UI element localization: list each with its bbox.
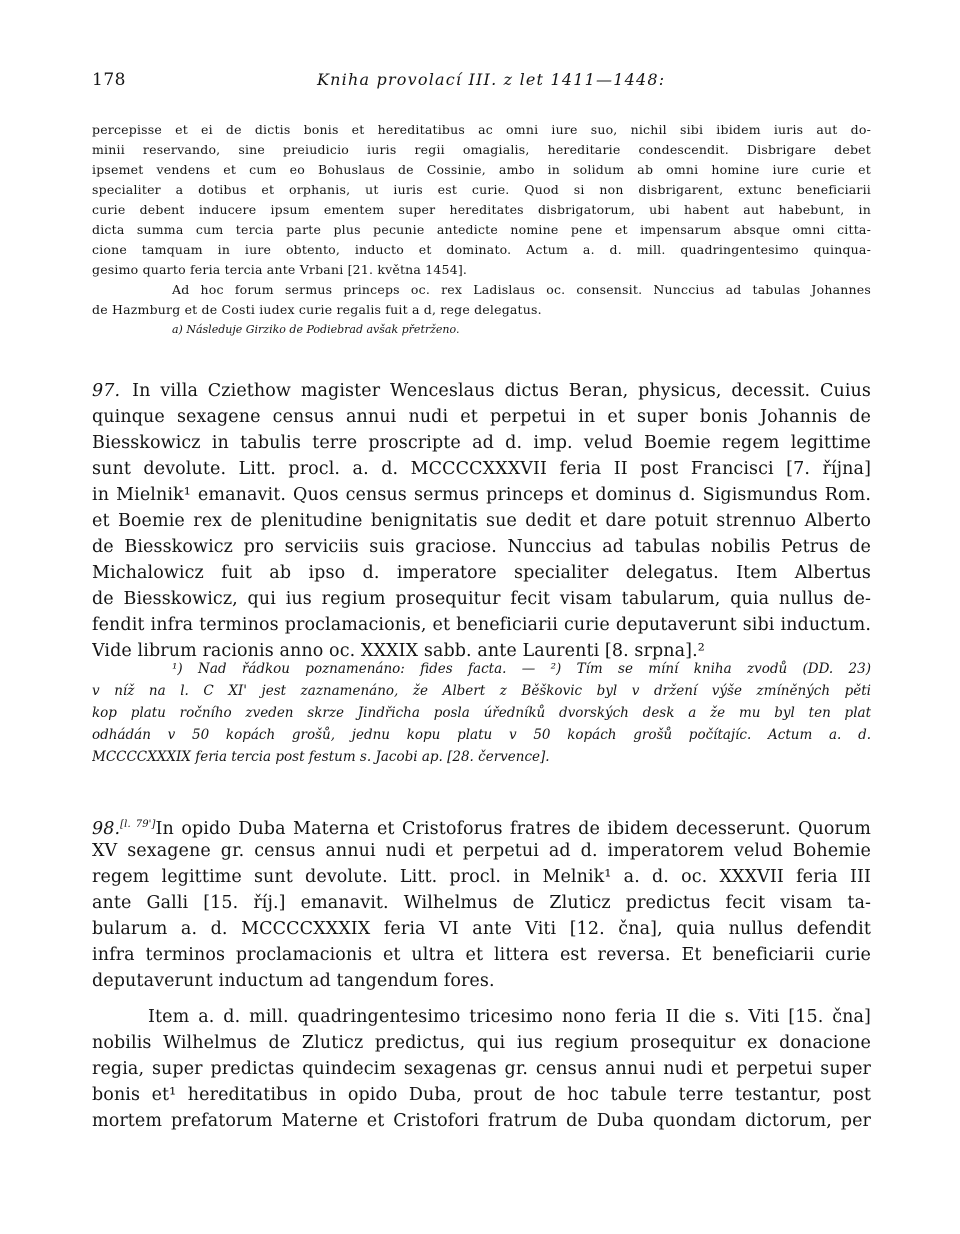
entry-97 (92, 378, 871, 664)
entry-line: Michalowicz fuit ab ipso d. imperatore specialiter delegatus. Item Albertus (92, 563, 871, 583)
footnote-line: v níž na l. C XI' jest zaznamenáno, že Albert z Běškovic byl v držení výše zmíněných pěti (92, 683, 871, 699)
intro-paragraph-line: Ad hoc forum sermus princeps oc. rex Ladislaus oc. consensit. Nunccius ad tabulas Johannes (172, 282, 871, 297)
intro-line: ipsemet vendens et cum eo Bohuslaus de Cossinie, ambo in solidum ab omni homine iure curie et (92, 162, 871, 177)
entry-paragraph-line: Item a. d. mill. quadringentesimo tricesimo nono feria II die s. Viti [15. čna] (148, 1007, 871, 1027)
entry-line: Biesskowicz in tabulis terre proscripte ad d. imp. velud Boemie regem legittime (92, 433, 871, 453)
entry-line: bularum a. d. MCCCCXXXIX feria VI ante Viti [12. čna], quia nullus defendit (92, 919, 871, 939)
entry-line: de Biesskowicz, qui ius regium prosequitur fecit visam tabularum, quia nullus de- (92, 589, 871, 609)
entry-number: 97. (92, 381, 121, 401)
folio-ref: [l. 79'] (120, 819, 156, 830)
running-title: Kniha provolací III. z let 1411—1448: (317, 70, 666, 89)
footnote-line: MCCCCXXXIX feria tercia post festum s. Jacobi ap. [28. července]. (92, 749, 550, 765)
entry-line: fendit infra terminos proclamacionis, et beneficiarii curie deputaverunt sibi inductum. (92, 615, 871, 635)
page-header (92, 70, 871, 92)
entry-paragraph-line: mortem prefatorum Materne et Cristofori fratrum de Duba quondam dictorum, per (92, 1111, 871, 1131)
entry-line: Vide librum racionis anno oc. XXXIX sabb. ante Laurenti [8. srpna].² (92, 641, 705, 661)
footnotes-97 (92, 658, 871, 768)
intro-section (92, 120, 871, 340)
intro-footnote: a) Následuje Girziko de Podiebrad avšak přetrženo. (172, 323, 460, 336)
intro-line: curie debent inducere ipsum ementem super hereditates disbrigatorum, ubi habent aut habebunt, in (92, 202, 871, 217)
footnote-line: odhádán v 50 kopách grošů, jednu kopu platu v 50 kopách grošů počítajíc. Actum a. d. (92, 727, 871, 743)
footnote-line: ¹) Nad řádkou poznamenáno: fides facta. — ²) Tím se míní kniha zvodů (DD. 23) (172, 661, 871, 677)
entry-line: ante Galli [15. říj.] emanavit. Wilhelmus de Zluticz predictus fecit visam ta- (92, 893, 871, 913)
entry-number: 98. (92, 818, 121, 838)
intro-line: percepisse et ei de dictis bonis et hereditatibus ac omni iure suo, nichil sibi ibidem iuris aut do- (92, 122, 871, 137)
entry-line: In villa Cziethow magister Wenceslaus dictus Beran, physicus, decessit. Cuius (132, 381, 871, 401)
entry-line: regem legittime sunt devolute. Litt. procl. in Melnik¹ a. d. oc. XXXVII feria III (92, 867, 871, 887)
intro-line: minii reservando, sine preiudicio iuris regii omagialis, hereditarie condescendit. Disbrigare debet (92, 142, 871, 157)
entry-paragraph-line: regia, super predictas quindecim sexagenas gr. census annui nudi et perpetui super (92, 1059, 871, 1079)
entry-line: in Mielnik¹ emanavit. Quos census sermus princeps et dominus d. Sigismundus Rom. (92, 485, 871, 505)
intro-line: specialiter a dotibus et orphanis, ut iuris est curie. Quod si non disbrigarent, extunc beneficiarii (92, 182, 871, 197)
intro-line: gesimo quarto feria tercia ante Vrbani [21. května 1454]. (92, 262, 468, 277)
entry-line: deputaverunt inductum ad tangendum fores. (92, 971, 495, 991)
intro-line: dicta summa cum tercia parte plus pecunie antedicte nomine pene et impensarum absque omni citta- (92, 222, 871, 237)
entry-line: XV sexagene gr. census annui nudi et perpetui ad d. imperatorem velud Bohemie (92, 841, 871, 861)
entry-line: In opido Duba Materna et Cristoforus fratres de ibidem decesserunt. Quorum (155, 818, 871, 838)
entry-line: de Biesskowicz pro serviciis suis graciose. Nunccius ad tabulas nobilis Petrus de (92, 537, 871, 557)
entry-98 (92, 812, 871, 1134)
entry-line: quinque sexagene census annui nudi et perpetui in et super bonis Johannis de (92, 407, 871, 427)
entry-line: infra terminos proclamacionis et ultra et littera est reversa. Et beneficiarii curie (92, 945, 871, 965)
page-number: 178 (92, 70, 126, 90)
entry-line: sunt devolute. Litt. procl. a. d. MCCCCXXXVII feria II post Francisci [7. října] (92, 459, 871, 479)
footnote-line: kop platu ročního zveden skrze Jindřicha posla úředníků dvorských desk a že mu byl ten plat (92, 705, 871, 721)
intro-line: cione tamquam in iure obtento, inducto et dominato. Actum a. d. mill. quadringentesimo quinqua- (92, 242, 871, 257)
entry-line: et Boemie rex de plenitudine benignitatis sue dedit et dare potuit strennuo Alberto (92, 511, 871, 531)
intro-paragraph-line: de Hazmburg et de Costi iudex curie regalis fuit a d, rege delegatus. (92, 302, 542, 317)
entry-paragraph-line: bonis et¹ hereditatibus in opido Duba, prout de hoc tabule terre testantur, post (92, 1085, 871, 1105)
document-page (92, 0, 871, 1234)
entry-paragraph-line: nobilis Wilhelmus de Zluticz predictus, qui ius regium prosequitur ex donacione (92, 1033, 871, 1053)
